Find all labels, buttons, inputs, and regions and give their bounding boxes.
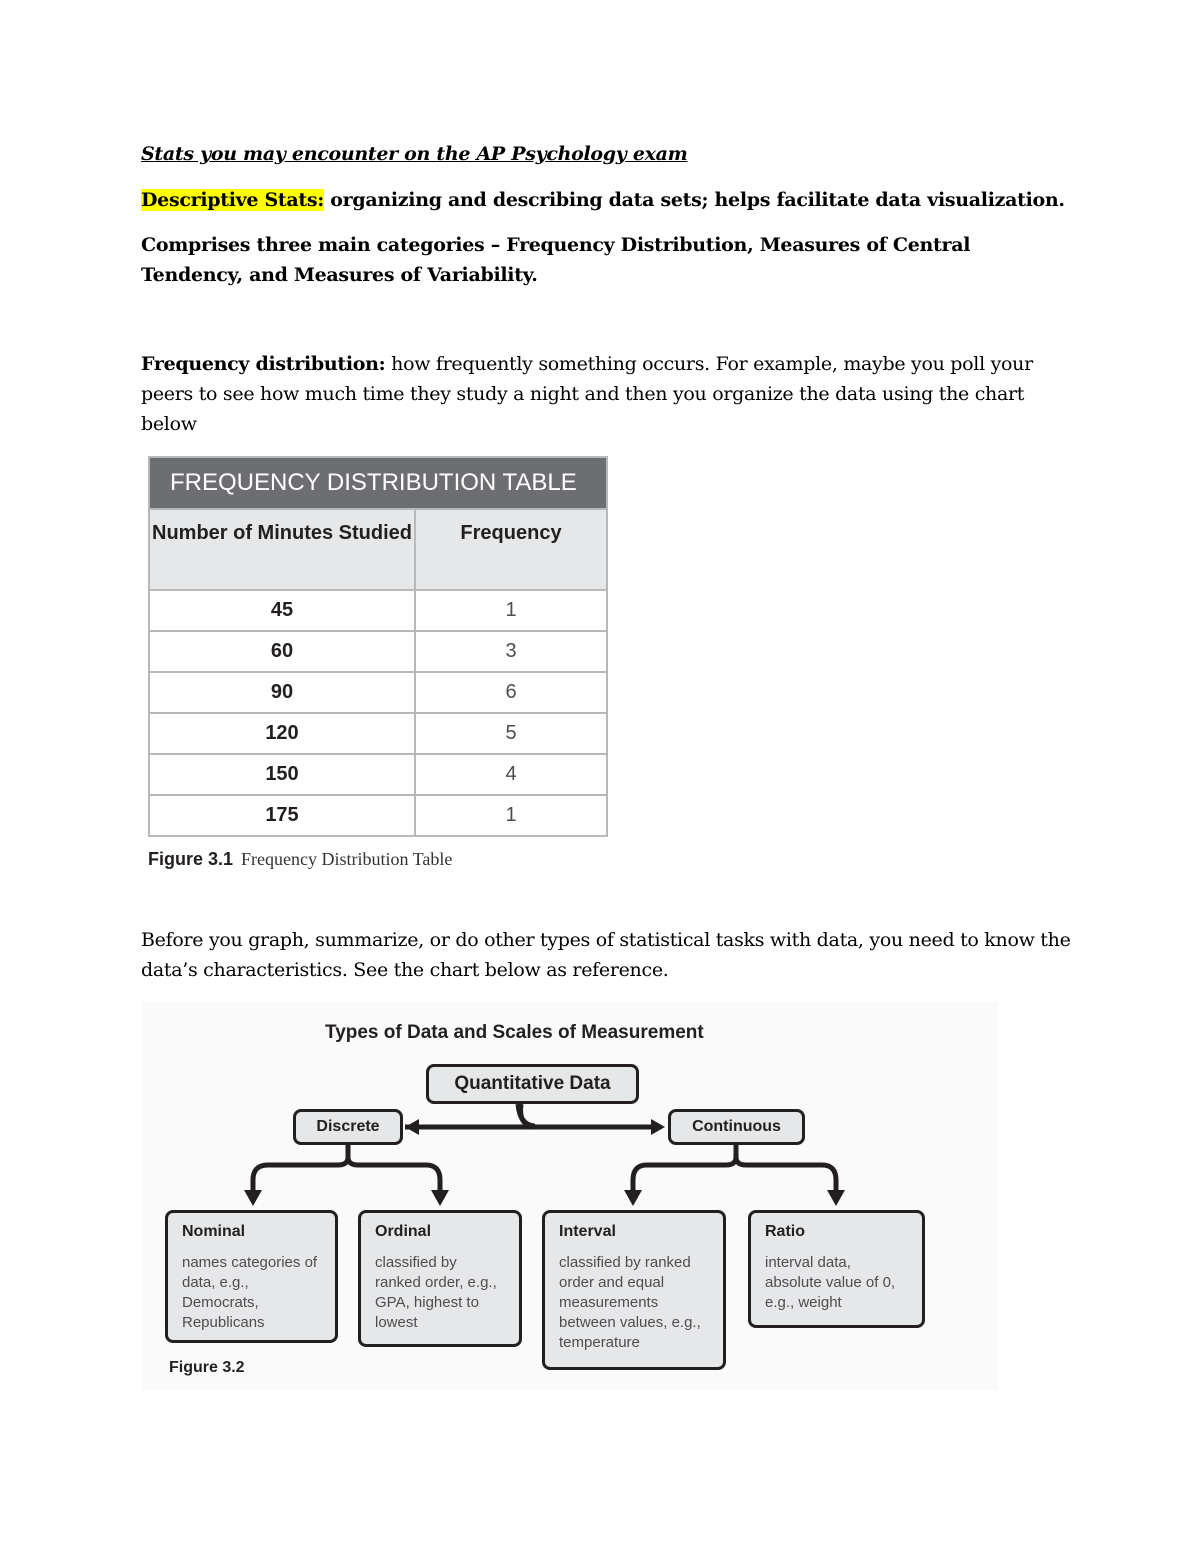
minutes-cell: 120: [149, 713, 415, 754]
before-paragraph: Before you graph, summarize, or do other types of statistical tasks with data, you need to know the data’s characteristics. See the chart below as reference.: [141, 929, 1071, 981]
quantitative-data-node: Quantitative Data: [426, 1064, 639, 1104]
discrete-left-branch: [253, 1145, 348, 1194]
minutes-cell: 45: [149, 590, 415, 631]
minutes-cell: 150: [149, 754, 415, 795]
card-title: Ratio: [765, 1223, 805, 1240]
discrete-node: Discrete: [293, 1109, 403, 1145]
continuous-left-branch: [633, 1145, 736, 1194]
table-row: [149, 631, 607, 672]
frequency-cell: 5: [415, 713, 607, 754]
card-description: classified by ranked order, e.g., GPA, highest to lowest: [375, 1254, 497, 1331]
table-row: [149, 754, 607, 795]
minutes-cell: 175: [149, 795, 415, 836]
card-description: interval data, absolute value of 0, e.g., weight: [765, 1254, 896, 1311]
figure-3-1-caption: [148, 849, 608, 870]
descriptive-stats-label: Descriptive Stats:: [141, 189, 324, 211]
table-title: FREQUENCY DISTRIBUTION TABLE: [149, 457, 607, 509]
arrow-down-icon: [624, 1190, 642, 1206]
frequency-cell: 6: [415, 672, 607, 713]
minutes-cell: 60: [149, 631, 415, 672]
data-types-diagram: [143, 1002, 998, 1390]
arrow-down-icon: [244, 1190, 262, 1206]
ratio-card: [748, 1210, 925, 1328]
frequency-cell: 1: [415, 590, 607, 631]
table-row: [149, 590, 607, 631]
descriptive-stats-text: organizing and describing data sets; helps facilitate data visualization.: [323, 189, 1065, 211]
column-header-frequency: Frequency: [415, 509, 607, 590]
card-title: Ordinal: [375, 1223, 432, 1240]
ordinal-card: [358, 1210, 522, 1347]
card-description: classified by ranked order and equal measurements between values, e.g., temperature: [559, 1254, 701, 1351]
frequency-label: Frequency distribution:: [141, 353, 386, 375]
page-heading: Stats you may encounter on the AP Psychology exam: [141, 143, 688, 165]
diagram-title: Types of Data and Scales of Measurement: [325, 1022, 704, 1043]
card-title: Interval: [559, 1223, 616, 1240]
frequency-paragraph: [141, 349, 1071, 439]
table-row: [149, 713, 607, 754]
discrete-right-branch: [348, 1145, 440, 1194]
frequency-cell: 1: [415, 795, 607, 836]
categories-paragraph: Comprises three main categories – Frequency Distribution, Measures of Central Tendency, and Measures of Variability.: [141, 234, 971, 286]
frequency-cell: 4: [415, 754, 607, 795]
interval-card: [542, 1210, 726, 1370]
card-description: names categories of data, e.g., Democrats, Republicans: [182, 1254, 318, 1331]
nominal-card: [165, 1210, 338, 1343]
minutes-cell: 90: [149, 672, 415, 713]
continuous-right-branch: [736, 1145, 836, 1194]
frequency-table: [148, 456, 608, 837]
arrow-down-icon: [827, 1190, 845, 1206]
frequency-cell: 3: [415, 631, 607, 672]
card-title: Nominal: [182, 1223, 246, 1240]
continuous-node: Continuous: [668, 1109, 805, 1145]
figure-3-1-text: Frequency Distribution Table: [241, 849, 453, 869]
root-brace: [518, 1104, 535, 1126]
arrow-down-icon: [431, 1190, 449, 1206]
descriptive-stats-paragraph: [141, 185, 1071, 215]
figure-3-1-label: Figure 3.1: [148, 849, 234, 869]
arrow-right-icon: [651, 1119, 665, 1135]
table-row: [149, 672, 607, 713]
column-header-minutes: Number of Minutes Studied: [149, 509, 415, 590]
figure-3-2-caption: Figure 3.2: [169, 1359, 245, 1376]
frequency-table-figure: [148, 456, 608, 870]
arrow-left-icon: [405, 1119, 419, 1135]
frequency-text: how frequently something occurs. For example, maybe you poll your peers to see how much time they study a night and then you organize the data using the chart below: [141, 353, 1033, 435]
table-row: [149, 795, 607, 836]
